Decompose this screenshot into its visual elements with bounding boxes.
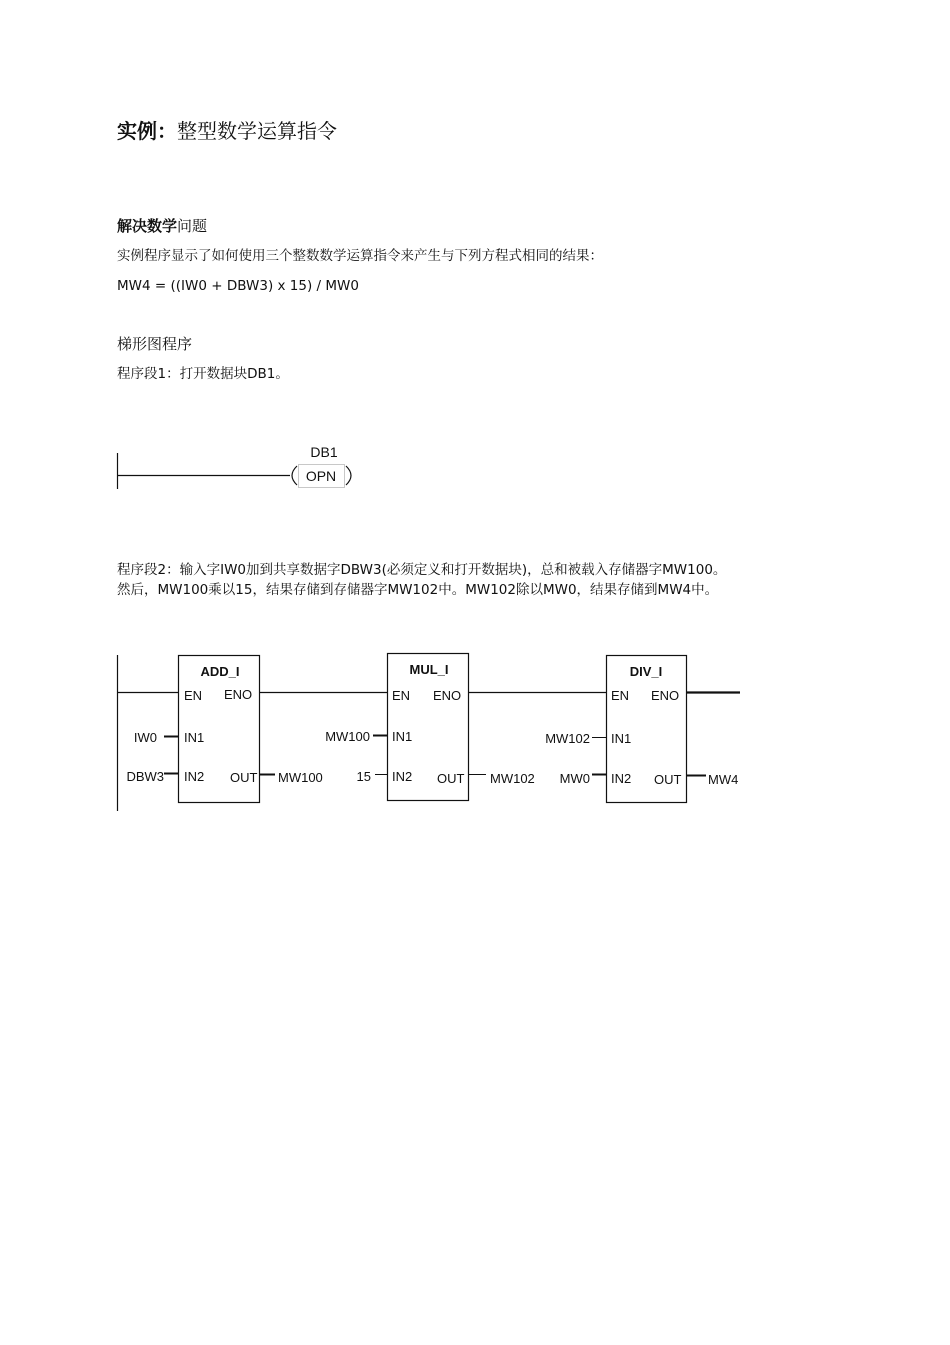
out-label: OUT <box>437 771 465 786</box>
coil-instruction: OPN <box>305 468 337 484</box>
math-section-heading <box>117 219 207 234</box>
network2-caption-line2: 然后，MW100乘以15，结果存储到存储器字MW102中。MW102除以MW0，结果存储到MW4中。 <box>117 582 719 598</box>
math-heading-rest: 问题 <box>177 217 208 235</box>
network1-caption: 程序段1：打开数据块DB1。 <box>117 366 289 382</box>
in1-label: IN1 <box>184 730 205 745</box>
math-heading-bold: 解决数学 <box>117 217 178 235</box>
en-label: EN <box>392 688 411 703</box>
add-i-box <box>179 656 260 803</box>
mul-i-box <box>388 654 469 801</box>
eno-label: ENO <box>433 688 462 703</box>
coil-right-bracket <box>346 466 351 485</box>
div-i-box <box>607 656 687 803</box>
coil-left-bracket <box>292 466 297 485</box>
mul-in1-operand: MW100 <box>325 729 370 744</box>
mul-out-operand: MW102 <box>490 771 535 786</box>
add-i-title: ADD_I <box>200 664 240 679</box>
title-bold: 实例： <box>117 119 177 143</box>
out-label: OUT <box>230 770 258 785</box>
eno-label: ENO <box>224 687 253 702</box>
mul-in2-operand: 15 <box>356 769 371 784</box>
add-in1-operand: IW0 <box>133 730 157 745</box>
mul-i-title: MUL_I <box>409 662 449 677</box>
eno-label: ENO <box>651 688 680 703</box>
page-title <box>117 121 337 141</box>
math-intro: 实例程序显示了如何使用三个整数数学运算指令来产生与下列方程式相同的结果： <box>117 248 603 264</box>
in2-label: IN2 <box>611 771 632 786</box>
in1-label: IN1 <box>611 731 632 746</box>
equation: MW4 = ((IW0 + DBW3) x 15) / MW0 <box>117 278 359 294</box>
div-in1-operand: MW102 <box>545 731 590 746</box>
in2-label: IN2 <box>184 769 205 784</box>
ladder-section-heading: 梯形图程序 <box>117 335 193 353</box>
title-rest: 整型数学运算指令 <box>177 119 337 143</box>
div-i-title: DIV_I <box>629 664 663 679</box>
out-label: OUT <box>654 772 682 787</box>
in2-label: IN2 <box>392 769 413 784</box>
coil-label-frame <box>299 465 345 488</box>
in1-label: IN1 <box>392 729 413 744</box>
add-out-operand: MW100 <box>278 770 323 785</box>
add-in2-operand: DBW3 <box>126 769 164 784</box>
div-in2-operand: MW0 <box>559 771 590 786</box>
div-out-operand: MW4 <box>708 772 739 787</box>
en-label: EN <box>184 688 203 703</box>
en-label: EN <box>611 688 630 703</box>
coil-operand: DB1 <box>310 444 338 460</box>
network2-caption-line1: 程序段2：输入字IW0加到共享数据字DBW3(必须定义和打开数据块)，总和被载入存储器字MW100。 <box>117 562 727 578</box>
